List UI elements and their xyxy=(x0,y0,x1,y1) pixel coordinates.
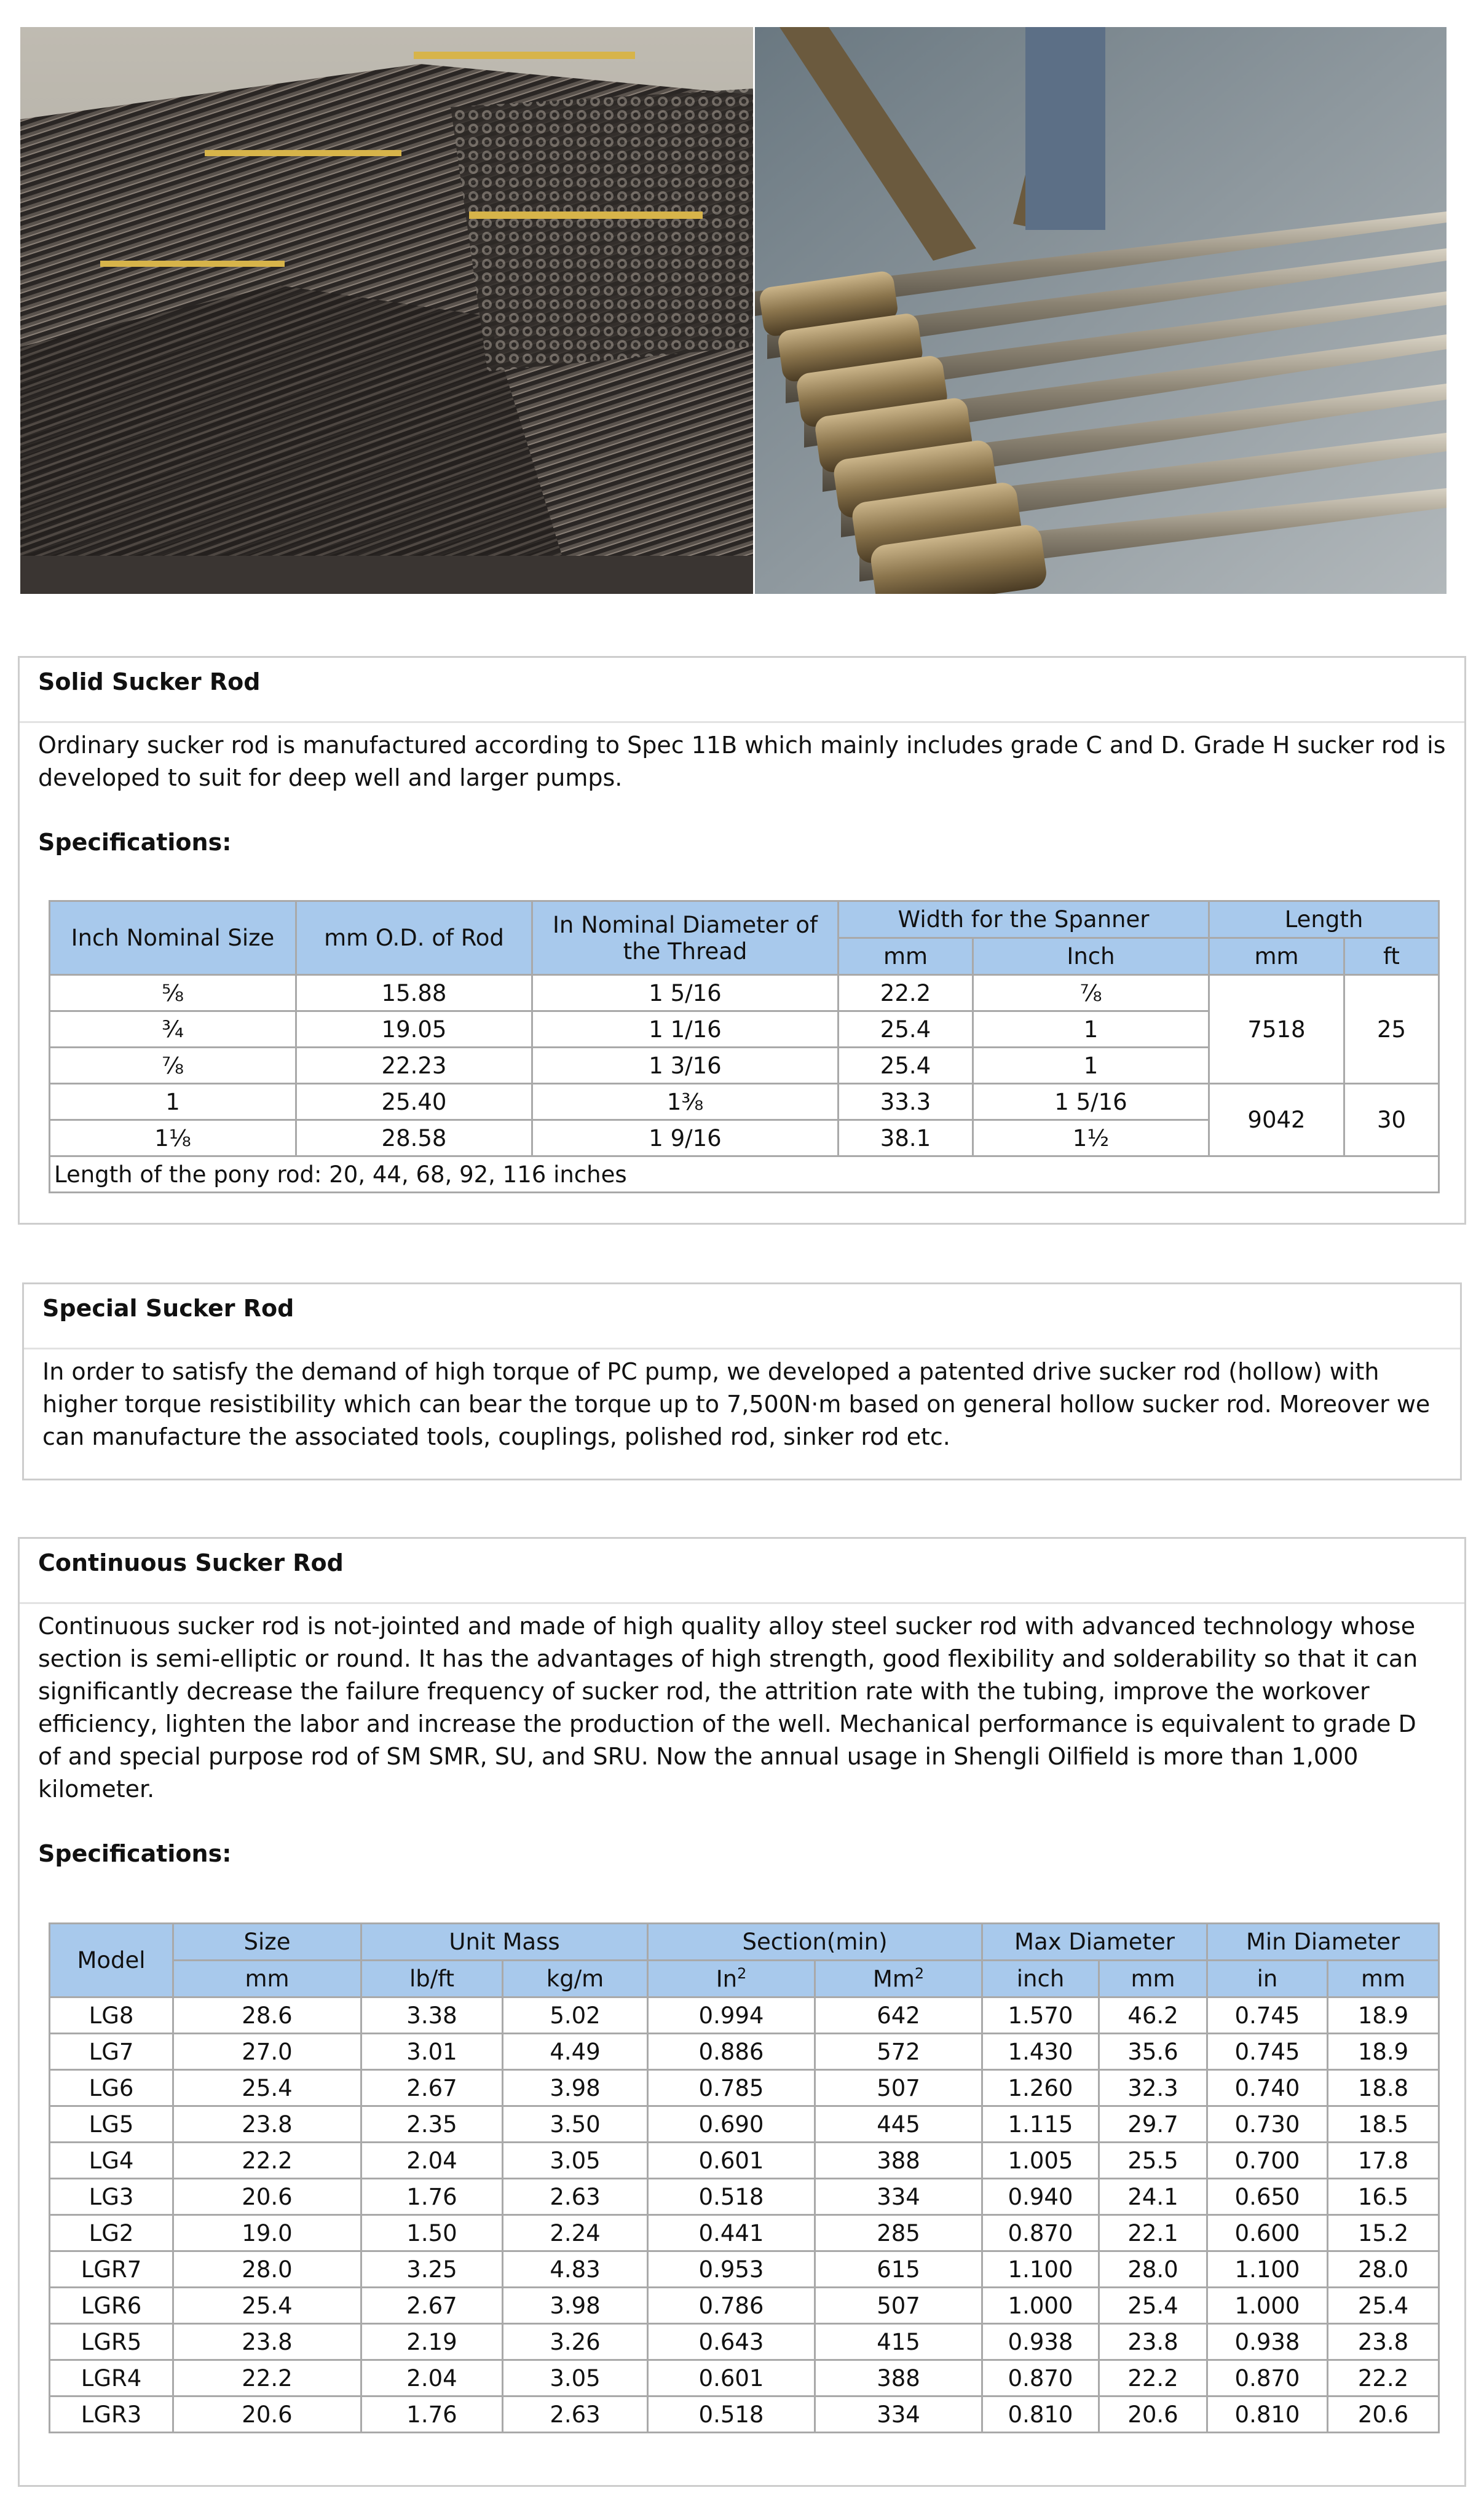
header-kg-m: kg/m xyxy=(503,1961,648,1997)
table-row xyxy=(50,2360,1439,2396)
cell-model: LGR6 xyxy=(50,2288,173,2324)
cell-section-in2: 0.601 xyxy=(648,2360,815,2396)
header-length-mm: mm xyxy=(1209,938,1344,975)
cell-lb-ft: 2.67 xyxy=(361,2288,503,2324)
cell-min-in: 0.938 xyxy=(1207,2324,1328,2360)
cell-kg-m: 5.02 xyxy=(503,1997,648,2034)
cell-thread: 1 3/16 xyxy=(532,1048,839,1084)
cell-size-mm: 23.8 xyxy=(173,2106,361,2143)
cell-min-in: 1.000 xyxy=(1207,2288,1328,2324)
cell-max-mm: 35.6 xyxy=(1099,2034,1207,2070)
cell-kg-m: 2.63 xyxy=(503,2396,648,2433)
cell-kg-m: 2.24 xyxy=(503,2215,648,2251)
continuous-sucker-rod-description: Continuous sucker rod is not-jointed and made of high quality alloy steel sucker rod with advanced technology whose section is semi-elliptic or round. It has the advantages of high strength, good flexibility and solderability so that it can significantly decrease the failure frequency of sucker rod, the attrition rate with the tubing, improve the workover efficiency, lighten the labor and increase the production of the well. Mechanical performance is equivalent to grade D of and special purpose rod of SM SMR, SU, and SRU. Now the annual usage in Shengli Oilfield is more than 1,000 kilometer. xyxy=(38,1613,1418,1803)
cell-section-in2: 0.953 xyxy=(648,2251,815,2288)
cell-max-inch: 0.810 xyxy=(982,2396,1099,2433)
header-spanner-width: Width for the Spanner xyxy=(839,901,1209,938)
cell-section-in2: 0.785 xyxy=(648,2070,815,2106)
cell-spanner-mm: 25.4 xyxy=(839,1048,973,1084)
cell-size-mm: 25.4 xyxy=(173,2070,361,2106)
solid-sucker-rod-description: Ordinary sucker rod is manufactured according to Spec 11B which mainly includes grade C and D. Grade H sucker rod is developed to suit for deep well and larger pumps. xyxy=(38,732,1446,791)
cell-model: LGR3 xyxy=(50,2396,173,2433)
cell-section-in2: 0.518 xyxy=(648,2396,815,2433)
header-length: Length xyxy=(1209,901,1439,938)
cell-section-in2: 0.518 xyxy=(648,2179,815,2215)
stacked-rods-photo xyxy=(20,27,753,594)
header-inch-nominal-size: Inch Nominal Size xyxy=(50,901,296,975)
header-mm2-label: Mm xyxy=(872,1966,915,1993)
cell-kg-m: 3.05 xyxy=(503,2360,648,2396)
cell-size-mm: 28.6 xyxy=(173,1997,361,2034)
cell-kg-m: 3.98 xyxy=(503,2288,648,2324)
cell-section-in2: 0.441 xyxy=(648,2215,815,2251)
cell-size: ⅝ xyxy=(50,975,296,1011)
cell-size-mm: 23.8 xyxy=(173,2324,361,2360)
cell-min-in: 0.870 xyxy=(1207,2360,1328,2396)
cell-max-mm: 29.7 xyxy=(1099,2106,1207,2143)
cell-min-mm: 17.8 xyxy=(1328,2143,1439,2179)
cell-section-in2: 0.643 xyxy=(648,2324,815,2360)
header-in2-exponent: 2 xyxy=(737,1965,747,1983)
cell-model: LG5 xyxy=(50,2106,173,2143)
cell-section-mm2: 415 xyxy=(815,2324,982,2360)
cell-min-in: 0.600 xyxy=(1207,2215,1328,2251)
cell-spanner-mm: 25.4 xyxy=(839,1011,973,1048)
cell-length-ft: 25 xyxy=(1344,975,1439,1084)
cell-spanner-mm: 22.2 xyxy=(839,975,973,1011)
header-max-mm: mm xyxy=(1099,1961,1207,1997)
table-row xyxy=(50,2070,1439,2106)
cell-spanner-mm: 33.3 xyxy=(839,1084,973,1120)
cell-od: 15.88 xyxy=(296,975,532,1011)
cell-min-mm: 16.5 xyxy=(1328,2179,1439,2215)
cell-max-mm: 23.8 xyxy=(1099,2324,1207,2360)
cell-lb-ft: 1.50 xyxy=(361,2215,503,2251)
cell-lb-ft: 2.04 xyxy=(361,2360,503,2396)
header-spanner-inch: Inch xyxy=(973,938,1209,975)
continuous-rows xyxy=(50,1997,1439,2433)
cell-spanner-inch: 1 5/16 xyxy=(973,1084,1209,1120)
cell-max-mm: 28.0 xyxy=(1099,2251,1207,2288)
cell-od: 25.40 xyxy=(296,1084,532,1120)
cell-section-mm2: 388 xyxy=(815,2360,982,2396)
cell-max-mm: 24.1 xyxy=(1099,2179,1207,2215)
cell-section-mm2: 507 xyxy=(815,2288,982,2324)
rod-ends-image xyxy=(755,27,1447,594)
cell-kg-m: 3.50 xyxy=(503,2106,648,2143)
cell-kg-m: 3.05 xyxy=(503,2143,648,2179)
cell-max-mm: 22.1 xyxy=(1099,2215,1207,2251)
cell-model: LGR4 xyxy=(50,2360,173,2396)
table-row xyxy=(50,2034,1439,2070)
cell-section-in2: 0.994 xyxy=(648,1997,815,2034)
cell-section-mm2: 334 xyxy=(815,2396,982,2433)
special-sucker-rod-title: Special Sucker Rod xyxy=(24,1284,1460,1349)
cell-section-in2: 0.886 xyxy=(648,2034,815,2070)
cell-min-in: 0.745 xyxy=(1207,2034,1328,2070)
cell-min-in: 0.700 xyxy=(1207,2143,1328,2179)
cell-size-mm: 20.6 xyxy=(173,2396,361,2433)
rod-ends-photo xyxy=(755,27,1447,594)
cell-max-inch: 0.870 xyxy=(982,2215,1099,2251)
header-unit-mass: Unit Mass xyxy=(361,1924,648,1961)
cell-min-mm: 15.2 xyxy=(1328,2215,1439,2251)
cell-size-mm: 22.2 xyxy=(173,2143,361,2179)
cell-max-inch: 1.115 xyxy=(982,2106,1099,2143)
cell-min-in: 0.745 xyxy=(1207,1997,1328,2034)
table-row xyxy=(50,975,1439,1011)
cell-max-mm: 32.3 xyxy=(1099,2070,1207,2106)
cell-lb-ft: 3.01 xyxy=(361,2034,503,2070)
cell-min-mm: 25.4 xyxy=(1328,2288,1439,2324)
cell-model: LG2 xyxy=(50,2215,173,2251)
cell-lb-ft: 1.76 xyxy=(361,2179,503,2215)
cell-model: LG6 xyxy=(50,2070,173,2106)
cell-thread: 1 1/16 xyxy=(532,1011,839,1048)
cell-max-mm: 46.2 xyxy=(1099,1997,1207,2034)
cell-size: 1⅛ xyxy=(50,1120,296,1156)
cell-min-mm: 20.6 xyxy=(1328,2396,1439,2433)
cell-section-mm2: 388 xyxy=(815,2143,982,2179)
cell-model: LG7 xyxy=(50,2034,173,2070)
cell-lb-ft: 2.67 xyxy=(361,2070,503,2106)
cell-min-mm: 22.2 xyxy=(1328,2360,1439,2396)
cell-max-inch: 1.260 xyxy=(982,2070,1099,2106)
header-mm2 xyxy=(815,1961,982,1997)
table-row xyxy=(50,1997,1439,2034)
cell-min-mm: 18.9 xyxy=(1328,1997,1439,2034)
cell-lb-ft: 2.19 xyxy=(361,2324,503,2360)
solid-specifications-label: Specifications: xyxy=(38,829,232,856)
solid-spec-table xyxy=(49,900,1440,1193)
continuous-specifications-label: Specifications: xyxy=(38,1840,232,1867)
cell-length-mm: 9042 xyxy=(1209,1084,1344,1156)
cell-model: LG8 xyxy=(50,1997,173,2034)
cell-max-inch: 1.005 xyxy=(982,2143,1099,2179)
cell-length-ft: 30 xyxy=(1344,1084,1439,1156)
header-mm2-exponent: 2 xyxy=(914,1965,925,1983)
cell-min-mm: 18.8 xyxy=(1328,2070,1439,2106)
header-max-inch: inch xyxy=(982,1961,1099,1997)
solid-sucker-rod-title: Solid Sucker Rod xyxy=(20,658,1464,723)
cell-thread: 1 9/16 xyxy=(532,1120,839,1156)
cell-lb-ft: 2.35 xyxy=(361,2106,503,2143)
table-row xyxy=(50,2215,1439,2251)
continuous-spec-table xyxy=(49,1922,1440,2433)
cell-max-inch: 0.870 xyxy=(982,2360,1099,2396)
header-length-ft: ft xyxy=(1344,938,1439,975)
cell-length-mm: 7518 xyxy=(1209,975,1344,1084)
cell-kg-m: 3.26 xyxy=(503,2324,648,2360)
cell-size-mm: 19.0 xyxy=(173,2215,361,2251)
header-mm-od: mm O.D. of Rod xyxy=(296,901,532,975)
cell-lb-ft: 2.04 xyxy=(361,2143,503,2179)
table-row xyxy=(50,2106,1439,2143)
cell-model: LG3 xyxy=(50,2179,173,2215)
cell-min-mm: 18.9 xyxy=(1328,2034,1439,2070)
table-row xyxy=(50,2251,1439,2288)
cell-kg-m: 2.63 xyxy=(503,2179,648,2215)
cell-lb-ft: 3.25 xyxy=(361,2251,503,2288)
cell-section-mm2: 507 xyxy=(815,2070,982,2106)
header-spanner-mm: mm xyxy=(839,938,973,975)
cell-min-mm: 28.0 xyxy=(1328,2251,1439,2288)
cell-section-mm2: 285 xyxy=(815,2215,982,2251)
header-size-mm: mm xyxy=(173,1961,361,1997)
header-min-diameter: Min Diameter xyxy=(1207,1924,1439,1961)
cell-max-inch: 1.570 xyxy=(982,1997,1099,2034)
table-row xyxy=(50,2143,1439,2179)
cell-thread: 1⅜ xyxy=(532,1084,839,1120)
cell-max-mm: 25.4 xyxy=(1099,2288,1207,2324)
cell-min-in: 0.810 xyxy=(1207,2396,1328,2433)
cell-spanner-inch: 1 xyxy=(973,1011,1209,1048)
table-row xyxy=(50,2324,1439,2360)
cell-size-mm: 22.2 xyxy=(173,2360,361,2396)
cell-max-inch: 0.940 xyxy=(982,2179,1099,2215)
cell-spanner-mm: 38.1 xyxy=(839,1120,973,1156)
table-row xyxy=(50,2396,1439,2433)
cell-kg-m: 4.49 xyxy=(503,2034,648,2070)
header-in2 xyxy=(648,1961,815,1997)
cell-max-inch: 1.100 xyxy=(982,2251,1099,2288)
continuous-sucker-rod-title: Continuous Sucker Rod xyxy=(20,1539,1464,1604)
cell-section-mm2: 615 xyxy=(815,2251,982,2288)
cell-section-mm2: 642 xyxy=(815,1997,982,2034)
cell-min-mm: 23.8 xyxy=(1328,2324,1439,2360)
cell-size: 1 xyxy=(50,1084,296,1120)
special-sucker-rod-panel xyxy=(22,1282,1462,1480)
cell-lb-ft: 3.38 xyxy=(361,1997,503,2034)
cell-model: LG4 xyxy=(50,2143,173,2179)
header-thread-diameter: In Nominal Diameter of the Thread xyxy=(532,901,839,975)
cell-max-mm: 25.5 xyxy=(1099,2143,1207,2179)
cell-size-mm: 28.0 xyxy=(173,2251,361,2288)
cell-min-in: 0.730 xyxy=(1207,2106,1328,2143)
cell-min-in: 1.100 xyxy=(1207,2251,1328,2288)
header-lb-ft: lb/ft xyxy=(361,1961,503,1997)
cell-section-mm2: 572 xyxy=(815,2034,982,2070)
table-row xyxy=(50,2288,1439,2324)
cell-model: LGR7 xyxy=(50,2251,173,2288)
cell-min-in: 0.650 xyxy=(1207,2179,1328,2215)
cell-thread: 1 5/16 xyxy=(532,975,839,1011)
cell-max-inch: 0.938 xyxy=(982,2324,1099,2360)
pony-rod-note: Length of the pony rod: 20, 44, 68, 92, 116 inches xyxy=(50,1156,1439,1193)
header-max-diameter: Max Diameter xyxy=(982,1924,1207,1961)
cell-min-in: 0.740 xyxy=(1207,2070,1328,2106)
cell-section-in2: 0.601 xyxy=(648,2143,815,2179)
cell-kg-m: 4.83 xyxy=(503,2251,648,2288)
header-in2-label: In xyxy=(716,1966,738,1993)
cell-spanner-inch: 1 xyxy=(973,1048,1209,1084)
cell-size: ⅞ xyxy=(50,1048,296,1084)
stacked-rods-image xyxy=(20,27,753,594)
header-min-in: in xyxy=(1207,1961,1328,1997)
cell-max-inch: 1.430 xyxy=(982,2034,1099,2070)
cell-min-mm: 18.5 xyxy=(1328,2106,1439,2143)
cell-size: ¾ xyxy=(50,1011,296,1048)
header-min-mm: mm xyxy=(1328,1961,1439,1997)
cell-lb-ft: 1.76 xyxy=(361,2396,503,2433)
cell-od: 19.05 xyxy=(296,1011,532,1048)
cell-spanner-inch: ⅞ xyxy=(973,975,1209,1011)
header-section: Section(min) xyxy=(648,1924,982,1961)
cell-model: LGR5 xyxy=(50,2324,173,2360)
cell-max-inch: 1.000 xyxy=(982,2288,1099,2324)
cell-section-mm2: 445 xyxy=(815,2106,982,2143)
cell-kg-m: 3.98 xyxy=(503,2070,648,2106)
table-row xyxy=(50,2179,1439,2215)
cell-size-mm: 27.0 xyxy=(173,2034,361,2070)
cell-max-mm: 22.2 xyxy=(1099,2360,1207,2396)
cell-spanner-inch: 1½ xyxy=(973,1120,1209,1156)
header-size: Size xyxy=(173,1924,361,1961)
special-sucker-rod-description: In order to satisfy the demand of high torque of PC pump, we developed a patented drive sucker rod (hollow) with higher torque resistibility which can bear the torque up to 7,500N·m based on general hollow sucker rod. Moreover we can manufacture the associated tools, couplings, polished rod, sinker rod etc. xyxy=(42,1358,1431,1450)
header-model: Model xyxy=(50,1924,173,1997)
cell-section-in2: 0.690 xyxy=(648,2106,815,2143)
cell-size-mm: 25.4 xyxy=(173,2288,361,2324)
table-row xyxy=(50,1084,1439,1120)
cell-max-mm: 20.6 xyxy=(1099,2396,1207,2433)
cell-size-mm: 20.6 xyxy=(173,2179,361,2215)
cell-od: 28.58 xyxy=(296,1120,532,1156)
cell-section-mm2: 334 xyxy=(815,2179,982,2215)
cell-od: 22.23 xyxy=(296,1048,532,1084)
cell-section-in2: 0.786 xyxy=(648,2288,815,2324)
